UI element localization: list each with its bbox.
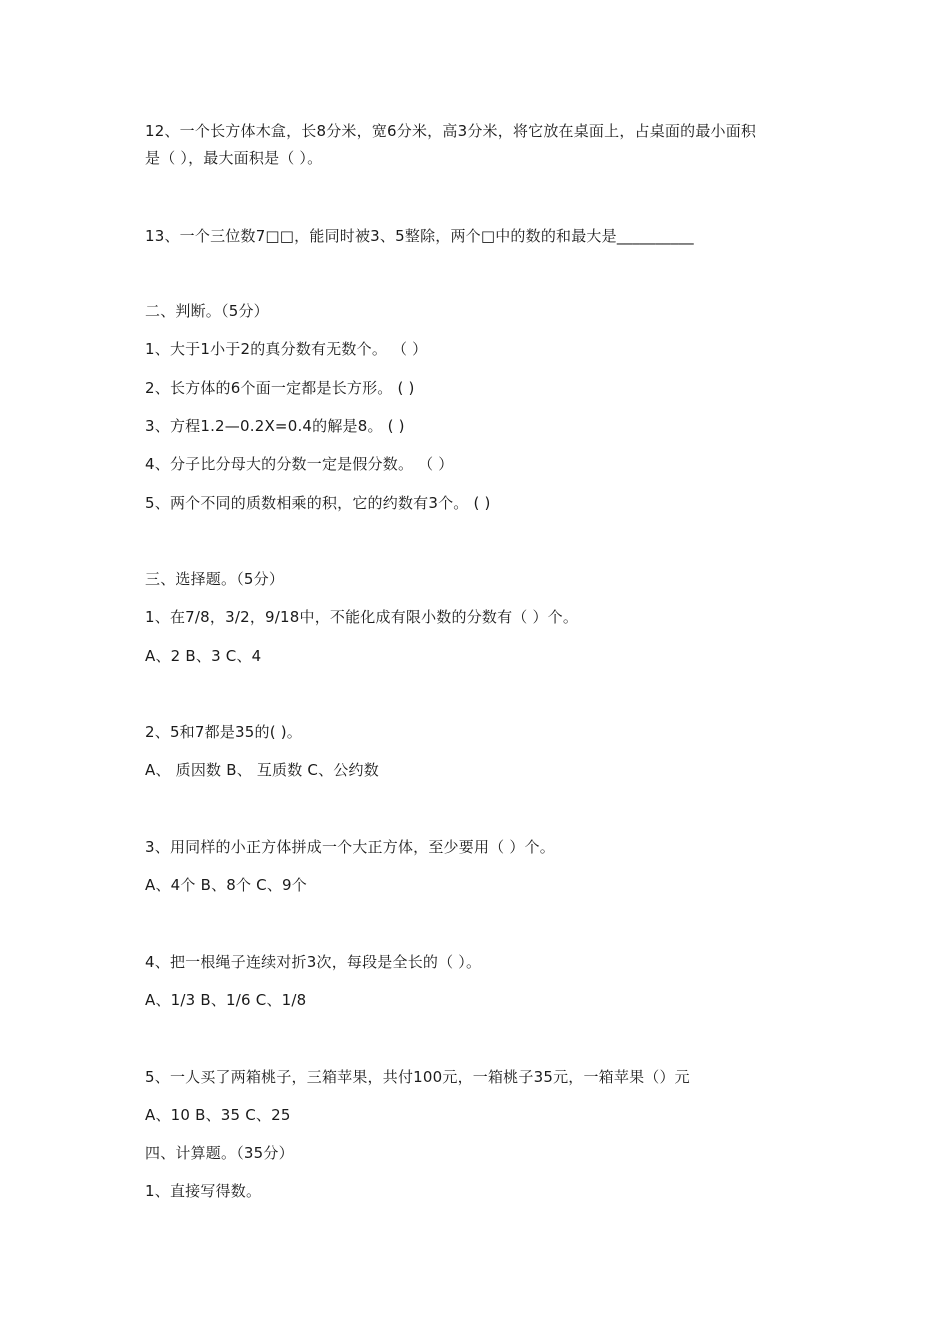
section-3-heading: 三、选择题。（5分） — [145, 570, 285, 588]
judgment-4: 4、分子比分母大的分数一定是假分数。 （ ） — [145, 455, 454, 473]
judgment-1: 1、大于1小于2的真分数有无数个。 （ ） — [145, 340, 428, 358]
choice-1-options: A、2 B、3 C、4 — [145, 647, 262, 665]
judgment-3: 3、方程1.2—0.2X=0.4的解是8。 ( ) — [145, 417, 405, 435]
choice-2-options: A、 质因数 B、 互质数 C、公约数 — [145, 761, 379, 779]
judgment-2: 2、长方体的6个面一定都是长方形。 ( ) — [145, 379, 415, 397]
calc-1-heading: 1、直接写得数。 — [145, 1182, 262, 1200]
section-2-heading: 二、判断。（5分） — [145, 302, 269, 320]
section-4-heading: 四、计算题。（35分） — [145, 1144, 294, 1162]
choice-4-question: 4、把一根绳子连续对折3次，每段是全长的（ ）。 — [145, 953, 482, 971]
choice-5-options: A、10 B、35 C、25 — [145, 1106, 291, 1124]
choice-5-question: 5、一人买了两箱桃子，三箱苹果，共付100元，一箱桃子35元，一箱苹果（）元 — [145, 1068, 690, 1086]
judgment-5: 5、两个不同的质数相乘的积，它的约数有3个。 ( ) — [145, 494, 491, 512]
choice-1-question: 1、在7/8，3/2，9/18中，不能化成有限小数的分数有（ ）个。 — [145, 608, 579, 626]
question-13: 13、一个三位数7□□，能同时被3、5整除，两个□中的数的和最大是__________ — [145, 227, 694, 245]
choice-3-options: A、4个 B、8个 C、9个 — [145, 876, 307, 894]
choice-4-options: A、1/3 B、1/6 C、1/8 — [145, 991, 307, 1009]
choice-3-question: 3、用同样的小正方体拼成一个大正方体，至少要用（ ）个。 — [145, 838, 555, 856]
question-12-line-2: 是（ ），最大面积是（ ）。 — [145, 149, 323, 167]
choice-2-question: 2、5和7都是35的( )。 — [145, 723, 302, 741]
question-12-line-1: 12、一个长方体木盒，长8分米，宽6分米，高3分米，将它放在桌面上，占桌面的最小面积 — [145, 122, 757, 140]
